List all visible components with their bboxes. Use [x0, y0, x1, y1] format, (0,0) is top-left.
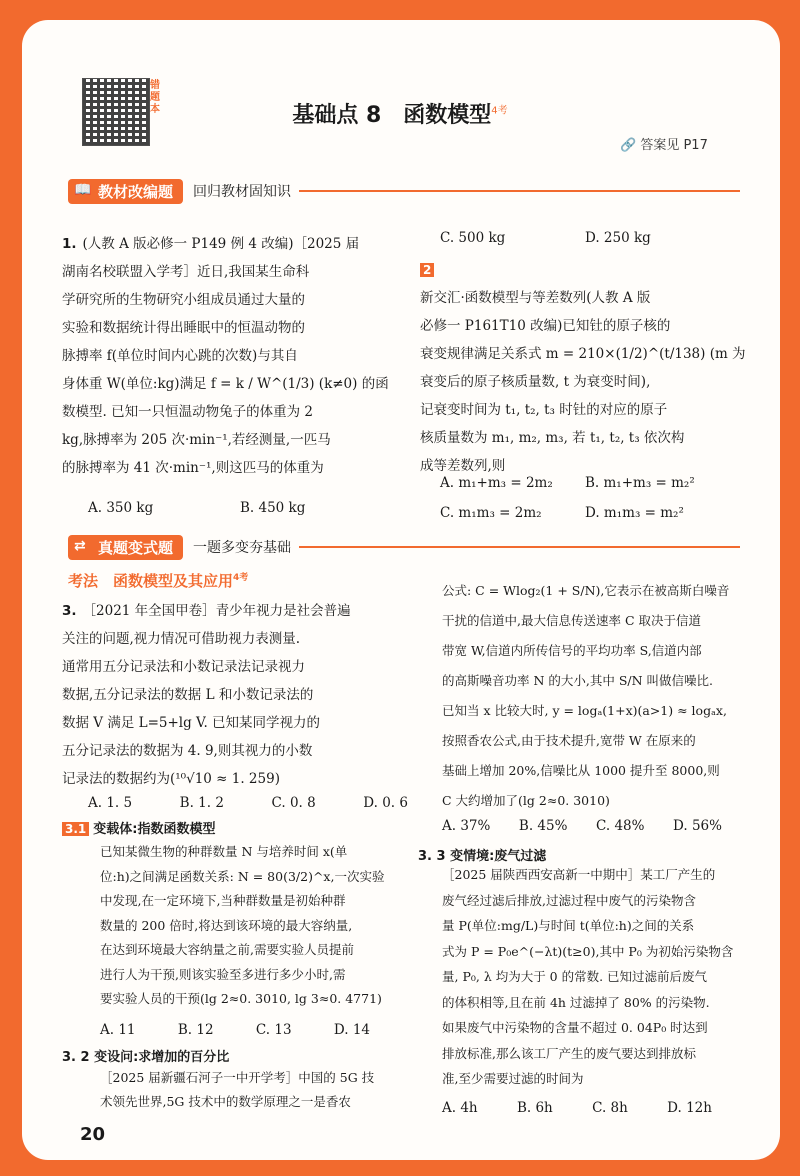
q32-option-c[interactable]: C. 48%: [596, 818, 645, 834]
q1-option-d[interactable]: D. 250 kg: [585, 230, 651, 246]
q33-option-b[interactable]: B. 6h: [516, 1100, 553, 1116]
q31-line: 数量的 200 倍时,将达到该环境的最大容纳量,: [100, 917, 353, 933]
q1-option-a[interactable]: A. 350 kg: [88, 500, 154, 516]
q31-body: [100, 840, 415, 1012]
q33-line: 排放标准,那么该工厂产生的废气要达到排放标: [442, 1045, 696, 1061]
q32r-line: 带宽 W,信道内所传信号的平均功率 S,信道内部: [442, 643, 702, 658]
q1-line: 数模型. 已知一只恒温动物兔子的体重为 2: [62, 404, 313, 420]
q31-line: 要实验人员的干预(lg 2≈0. 3010, lg 3≈0. 4771): [100, 991, 382, 1006]
q2-line: 核质量数为 m₁, m₂, m₃, 若 t₁, t₂, t₃ 依次构: [420, 430, 685, 446]
q31-options: [100, 1022, 370, 1038]
q32-line: ［2025 届新疆石河子一中开学考］中国的 5G 技: [100, 1070, 375, 1085]
q3-line: 数据 V 满足 L=5+lg V. 已知某同学视力的: [62, 715, 321, 731]
q33-line: 量, P₀, λ 均为大于 0 的常数. 已知过滤前后废气: [442, 969, 708, 984]
answer-reference: 🔗 答案见 P17: [620, 138, 708, 153]
question-2: [420, 256, 760, 480]
q3-option-c[interactable]: C. 0. 8: [271, 795, 316, 811]
qr-tag: 错题本: [150, 80, 160, 115]
q3-line: 通常用五分记录法和小数记录法记录视力: [62, 659, 305, 675]
section-header-2: ⇄ 真题变式题 一题多变夯基础: [68, 534, 748, 560]
q2-option-c[interactable]: C. m₁m₃ = 2m₂: [440, 505, 542, 521]
q3-number: 3.: [62, 603, 77, 619]
q33-line: 如果废气中污染物的含量不超过 0. 04P₀ 时达到: [442, 1020, 708, 1035]
q33-line: 准,至少需要过滤的时间为: [442, 1071, 584, 1086]
q31-line: 在达到环境最大容纳量之前,需要实验人员提前: [100, 942, 354, 957]
q2-line: 新交汇·函数模型与等差数列(人教 A 版: [420, 290, 651, 306]
q33-line: 废气经过滤后排放,过滤过程中废气的污染物含: [442, 892, 696, 908]
book-icon: 📖: [74, 181, 92, 198]
swap-icon: ⇄: [74, 537, 86, 554]
q32-option-b[interactable]: B. 45%: [518, 818, 568, 834]
question-3: [62, 597, 407, 793]
q31-line: 位:h)之间满足函数关系: N = 80(3/2)^x,一次实验: [100, 868, 385, 884]
q1-line: (人教 A 版必修一 P149 例 4 改编)［2025 届: [82, 236, 360, 252]
q31-line: 已知某微生物的种群数量 N 与培养时间 x(单: [100, 844, 348, 859]
q1-option-c[interactable]: C. 500 kg: [440, 230, 506, 246]
q32r-line: C 大约增加了(lg 2≈0. 3010): [442, 793, 610, 808]
q33-line: 的体积相等,且在前 4h 过滤掉了 80% 的污染物.: [442, 994, 710, 1010]
q31-line: 中发现,在一定环境下,当种群数量是初始种群: [100, 893, 346, 908]
q33-option-a[interactable]: A. 4h: [442, 1100, 478, 1116]
q3-option-d[interactable]: D. 0. 6: [363, 795, 408, 811]
q2-option-b[interactable]: B. m₁+m₃ = m₂²: [585, 475, 695, 491]
q3-line: ［2021 年全国甲卷］青少年视力是社会普遍: [82, 603, 351, 619]
q2-badge: 2: [420, 263, 434, 277]
q31-option-d[interactable]: D. 14: [333, 1022, 370, 1038]
q33-option-d[interactable]: D. 12h: [667, 1100, 712, 1116]
q3-option-a[interactable]: A. 1. 5: [88, 795, 133, 811]
q2-line: 记衰变时间为 t₁, t₂, t₃ 时钍的对应的原子: [420, 402, 668, 418]
q32-option-d[interactable]: D. 56%: [673, 818, 722, 834]
q2-line: 衰变规律满足关系式 m = 210×(1/2)^(t/138) (m 为: [420, 346, 746, 362]
q32-options: [442, 818, 722, 834]
q33-option-c[interactable]: C. 8h: [592, 1100, 628, 1116]
q3-line: 五分记录法的数据为 4. 9,则其视力的小数: [62, 743, 313, 759]
q1-line: 实验和数据统计得出睡眠中的恒温动物的: [62, 320, 305, 336]
q32r-line: 基础上增加 20%,信噪比从 1000 提升至 8000,则: [442, 763, 720, 778]
q32-body: [100, 1066, 420, 1114]
q1-line: 学研究所的生物研究小组成员通过大量的: [62, 292, 305, 308]
q31-heading: 3.1 变载体:指数函数模型: [62, 818, 215, 837]
q1-line: 湖南名校联盟入学考］近日,我国某生命科: [62, 264, 310, 280]
q3-options: [88, 795, 408, 811]
q31-option-a[interactable]: A. 11: [100, 1022, 136, 1038]
section-header-1: 📖 教材改编题 回归教材固知识: [68, 178, 748, 204]
q3-line: 关注的问题,视力情况可借助视力表测量.: [62, 631, 301, 647]
link-icon: 🔗: [620, 138, 637, 153]
page-title: 基础点 8 函数模型$^{4考}$: [292, 103, 508, 128]
q33-line: ［2025 届陕西西安高新一中期中］某工厂产生的: [442, 867, 716, 882]
q32-body-continued: [442, 576, 762, 816]
q32-line: 术领先世界,5G 技术中的数学原理之一是香农: [100, 1094, 351, 1109]
q32r-line: 干扰的信道中,最大信息传送速率 C 取决于信道: [442, 613, 701, 628]
q32r-line: 按照香农公式,由于技术提升,宽带 W 在原来的: [442, 733, 696, 748]
q3-line: 记录法的数据约为(¹⁰√10 ≈ 1. 259): [62, 771, 280, 787]
q1-line: kg,脉搏率为 205 次·min⁻¹,若经测量,一匹马: [62, 432, 331, 448]
q31-line: 进行人为干预,则该实验至多进行多少小时,需: [100, 966, 346, 982]
q2-option-d[interactable]: D. m₁m₃ = m₂²: [585, 505, 684, 521]
q32-option-a[interactable]: A. 37%: [442, 818, 491, 834]
q2-option-a[interactable]: A. m₁+m₃ = 2m₂: [440, 475, 553, 491]
q2-line: 成等差数列,则: [420, 458, 506, 474]
q1-number: 1.: [62, 236, 77, 252]
q3-option-b[interactable]: B. 1. 2: [179, 795, 224, 811]
kaofa-heading: 考法 函数模型及其应用$^{4考}$: [68, 572, 249, 590]
q33-line: 式为 P = P₀e^(−λt)(t≥0),其中 P₀ 为初始污染物含: [442, 943, 734, 959]
q33-options: [442, 1100, 712, 1116]
q31-option-c[interactable]: C. 13: [255, 1022, 292, 1038]
q3-line: 数据,五分记录法的数据 L 和小数记录法的: [62, 687, 314, 703]
q1-line: 的脉搏率为 41 次·min⁻¹,则这匹马的体重为: [62, 460, 324, 476]
q33-heading: 3. 3 变情境:废气过滤: [418, 849, 547, 864]
page-number: 20: [80, 1124, 106, 1145]
q32r-line: 已知当 x 比较大时, y = logₐ(1+x)(a>1) ≈ logₐx,: [442, 703, 727, 718]
question-1: [62, 230, 412, 482]
q31-option-b[interactable]: B. 12: [177, 1022, 214, 1038]
q32r-line: 的高斯噪音功率 N 的大小,其中 S/N 叫做信噪比.: [442, 673, 713, 688]
q1-option-b[interactable]: B. 450 kg: [240, 500, 306, 516]
q2-line: 必修一 P161T10 改编)已知钍的原子核的: [420, 318, 671, 334]
q33-body: [442, 862, 762, 1092]
q1-line: 身体重 W(单位:kg)满足 f = k / W^(1/3) (k≠0) 的函: [62, 376, 389, 392]
q33-line: 量 P(单位:mg/L)与时间 t(单位:h)之间的关系: [442, 918, 695, 933]
q1-line: 脉搏率 f(单位时间内心跳的次数)与其自: [62, 348, 298, 364]
q32r-line: 公式: C = Wlog₂(1 + S/N),它表示在被高斯白噪音: [442, 583, 730, 598]
q2-line: 衰变后的原子核质量数, t 为衰变时间),: [420, 374, 651, 390]
q32-heading: 3. 2 变设问:求增加的百分比: [62, 1050, 230, 1065]
